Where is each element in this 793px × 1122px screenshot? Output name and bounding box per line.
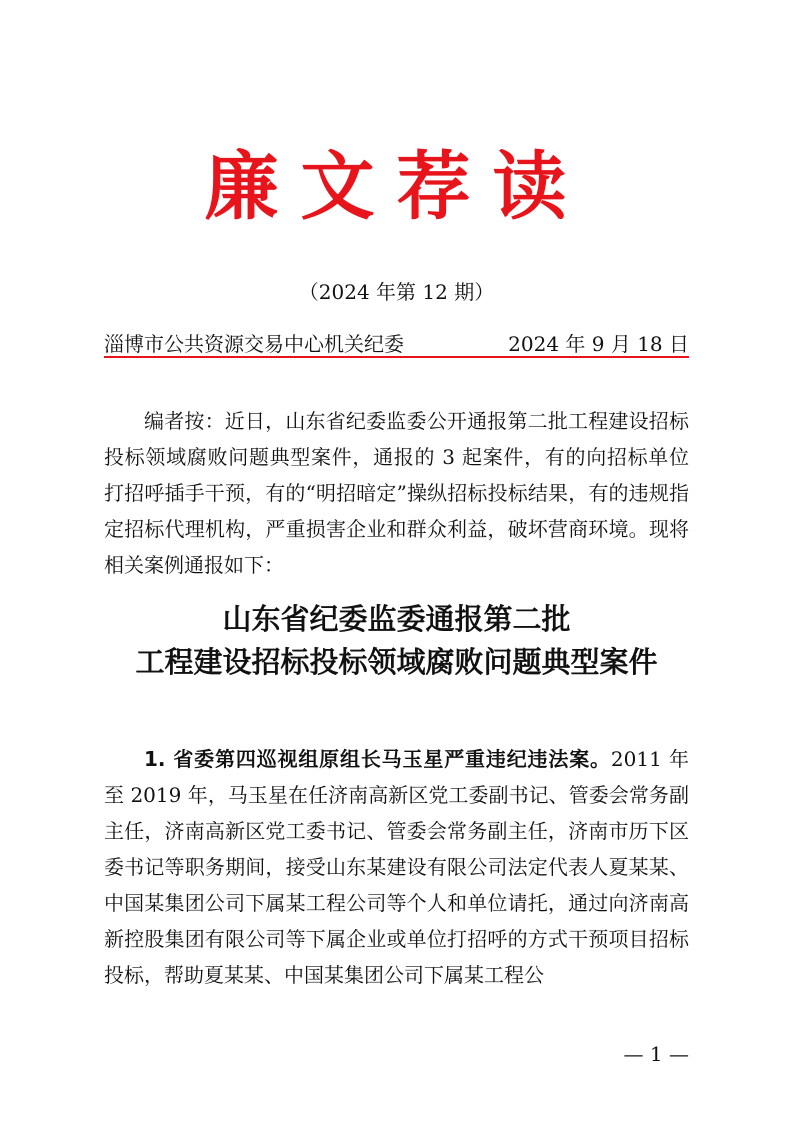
article-title-line-2: 工程建设招标投标领域腐败问题典型案件 [135, 645, 658, 679]
case-1-body: 2011 年至 2019 年，马玉星在任济南高新区党工委副书记、管委会常务副主任，济南高新区党工委书记、管委会常务副主任，济南市历下区委书记等职务期间，接受山东某建设有限公司法定代表人夏某某、中国某集团公司下属某工程公司等个人和单位请托，通过向济南高新控股集团有限公司等下属企业或单位打招呼的方式干预项目招标投标，帮助夏某某、中国某集团公司下属某工程公 [104, 747, 689, 987]
masthead-title: 廉文荐读 [204, 144, 589, 230]
article-title-line-1: 山东省纪委监委通报第二批 [222, 602, 571, 636]
editor-note: 编者按：近日，山东省纪委监委公开通报第二批工程建设招标投标领域腐败问题典型案件，通报的 3 起案件，有的向招标单位打招呼插手干预，有的“明招暗定”操纵招标投标结果，有的违规指定招标代理机构，严重损害企业和群众利益，破坏营商环境。现将相关案例通报如下： [104, 409, 689, 577]
issue-number: （2024 年第 12 期） [298, 280, 495, 304]
case-1-heading: 1. 省委第四巡视组原组长马玉星严重违纪违法案。 [144, 747, 611, 771]
issue-date: 2024 年 9 月 18 日 [508, 332, 689, 356]
red-divider [104, 356, 689, 358]
issuer-row [104, 328, 689, 357]
issuer-org: 淄博市公共资源交易中心机关纪委 [104, 332, 404, 356]
page-number: — 1 — [623, 1042, 689, 1066]
article-title [0, 598, 793, 684]
case-1-paragraph [104, 741, 689, 993]
